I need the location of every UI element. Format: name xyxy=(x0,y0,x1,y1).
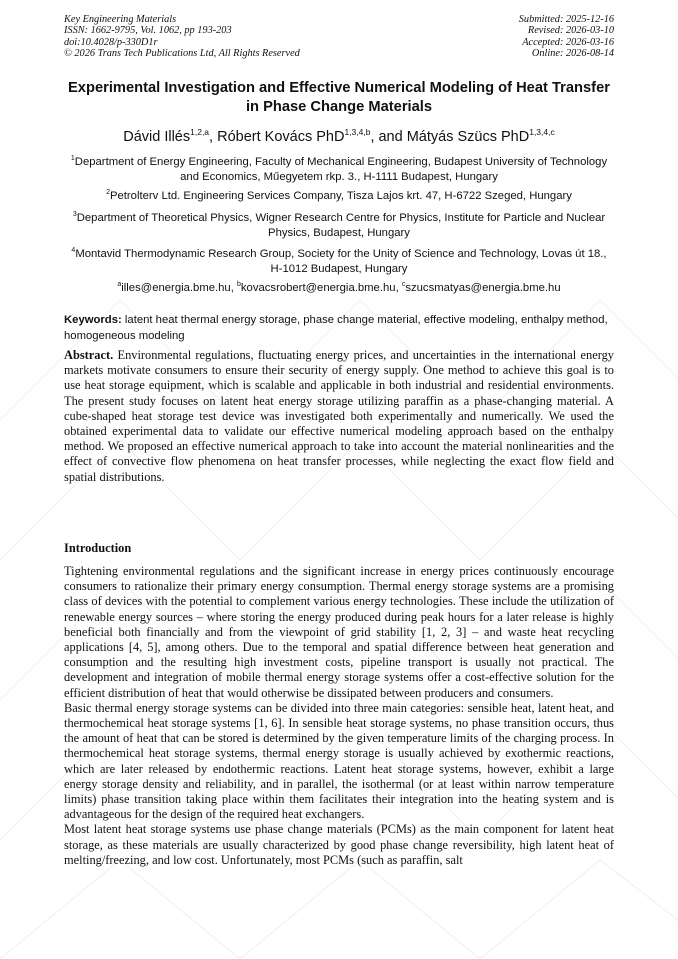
affiliation-text: Department of Theoretical Physics, Wigner Research Centre for Physics, Institute for Particle and Nuclear Physics, Budapest, Hungary xyxy=(76,211,606,240)
affiliation-4 xyxy=(64,243,614,278)
body-paragraph: Basic thermal energy storage systems can be divided into three main categories: sensible heat, latent heat, and thermochemical heat storage systems [1, 6]. In sensible heat storage systems, no phase transition occurs, thus the amount of heat that can be stored is determined by the given temperature limits of the charging process. In thermochemical heat storage systems, thermal energy storage is usually achieved by exothermic reactions, which are later released by endothermic reactions. Latent heat storage systems, however, exhibit a large energy storage density and reliability, and in parallel, the isothermal (or at least within narrow temperature limits) phase transition taking place within them facilitates their integration into the heating system and is advantageous for the design of the required heat exchangers. xyxy=(64,700,614,822)
author-superscript: 1,2,a xyxy=(190,127,210,137)
affiliation-3 xyxy=(64,207,614,242)
author-superscript: 1,3,4,b xyxy=(344,127,371,137)
journal-info xyxy=(64,14,300,60)
affiliation-number: 3 xyxy=(72,211,77,218)
email-link[interactable]: illes@energia.bme.hu xyxy=(121,281,231,294)
affiliation-text: Montavid Thermodynamic Research Group, Society for the Unity of Science and Technology, Lovas út 18., H-1012 Budapest, Hungary xyxy=(75,247,607,276)
email-separator: , xyxy=(395,281,402,294)
paper-title: Experimental Investigation and Effective Numerical Modeling of Heat Transfer in Phase Change Materials xyxy=(68,80,610,115)
author-name: Mátyás Szücs PhD xyxy=(406,128,530,145)
accepted-date: Accepted: 2026-03-16 xyxy=(522,36,614,48)
email-link[interactable]: szucsmatyas@energia.bme.hu xyxy=(405,281,561,294)
keywords-section xyxy=(64,313,614,344)
journal-issn: ISSN: 1662-9795, Vol. 1062, pp 193-203 xyxy=(64,25,232,37)
email-link[interactable]: kovacsrobert@energia.bme.hu xyxy=(240,281,396,294)
keywords-label: Keywords: xyxy=(64,314,122,326)
affiliation-1 xyxy=(64,151,614,186)
author-separator: , xyxy=(209,128,218,145)
body-paragraph: Tightening environmental regulations and the significant increase in energy prices continuously encourage consumers to rationalize their primary energy consumption. Thermal energy storage systems are a promising class of devices with the potential to complement various energy technologies. These include the utilization of renewable energy sources – where storing the energy produced during peak hours for a later release is highly beneficial both financially and from the viewpoint of grid stability [1, 2, 3] – and waste heat recycling applications [4, 5], among others. Due to the temporal and spatial difference between heat generation and consumption and the resulting high investment costs, pipeline transport is usually not practical. The development and integration of mobile thermal energy storage systems offer a cost-effective solution for the efficient distribution of heat that would otherwise be dissipated between producers and consumers. xyxy=(64,564,614,700)
email-separator: , xyxy=(230,281,237,294)
copyright-line: © 2026 Trans Tech Publications Ltd, All Rights Reserved xyxy=(64,48,300,60)
abstract-text: Environmental regulations, fluctuating energy prices, and uncertainties in the international energy markets motivate consumers to ensure their security of energy supply. One method to achieve this goal is to use heat storage equipment, which is scalable and applicable in both industrial and residential environments. The present study focuses on latent heat energy storage utilizing paraffin as a phase-changing material. A cube-shaped heat storage test device was investigated both experimentally and numerically. We used the obtained experimental data to validate our effective numerical modeling approach based on the enthalpy method. We proposed an effective numerical approach to take into account the material nonlinearities and the effect of convective flow phenomena on heat transfer processes, while neglecting the exact flow field and spatial distributions. xyxy=(64,348,614,484)
revised-date: Revised: 2026-03-10 xyxy=(527,25,614,37)
article-doi[interactable]: doi:10.4028/p-330D1r xyxy=(64,36,158,48)
introduction-heading: Introduction xyxy=(64,541,132,555)
keywords-text: latent heat thermal energy storage, phase change material, effective modeling, enthalpy method, homogeneous modeling xyxy=(64,314,608,342)
affiliation-number: 2 xyxy=(106,189,110,196)
author-name: Róbert Kovács PhD xyxy=(217,128,345,145)
author-superscript: 1,3,4,c xyxy=(529,127,555,137)
abstract-label: Abstract. xyxy=(64,348,114,362)
author-list xyxy=(64,123,614,146)
affiliation-2 xyxy=(64,185,614,204)
journal-name: Key Engineering Materials xyxy=(64,14,177,25)
submitted-date: Submitted: 2025-12-16 xyxy=(518,14,614,25)
affiliation-text: Department of Energy Engineering, Faculty of Mechanical Engineering, Budapest University of Technology and Economics, Műegyetem rkp. 3., H-1111 Budapest, Hungary xyxy=(74,155,608,184)
author-separator: , and xyxy=(370,128,407,145)
affiliation-number: 4 xyxy=(71,247,76,254)
affiliation-number: 1 xyxy=(70,155,75,162)
author-name: Dávid Illés xyxy=(123,128,191,145)
email-superscript: c xyxy=(401,281,406,288)
author-emails xyxy=(64,277,614,296)
introduction-body xyxy=(64,564,614,868)
email-superscript: b xyxy=(237,281,241,288)
publication-dates xyxy=(519,14,614,60)
online-date: Online: 2026-08-14 xyxy=(531,48,614,60)
abstract-section xyxy=(64,348,614,485)
body-paragraph: Most latent heat storage systems use phase change materials (PCMs) as the main component for latent heat storage, as these materials are usually characterized by good phase change reversibility, high latent heat of melting/freezing, and low cost. Unfortunately, most PCMs (such as paraffin, salt xyxy=(64,822,614,867)
email-superscript: a xyxy=(117,281,122,288)
affiliation-text: Petrolterv Ltd. Engineering Services Company, Tisza Lajos krt. 47, H-6722 Szeged, Hungary xyxy=(109,189,572,202)
